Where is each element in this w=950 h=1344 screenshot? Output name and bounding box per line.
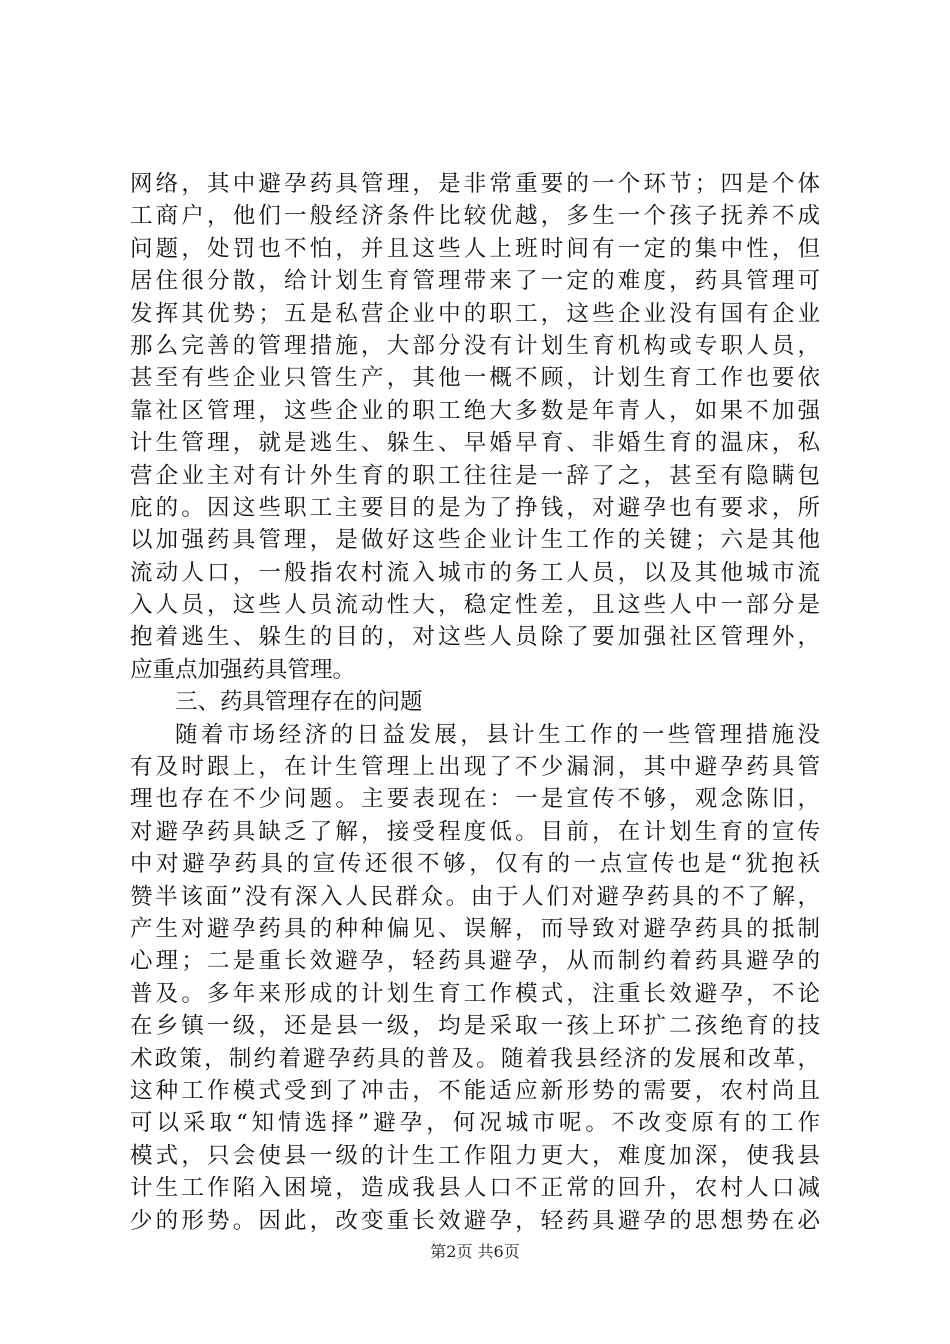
text-line: 有及时跟上，在计生管理上出现了不少漏洞，其中避孕药具管 (130, 754, 820, 781)
text-line: 居住很分散，给计划生育管理带来了一定的难度，药具管理可 (130, 268, 820, 295)
text-line: 少的形势。因此，改变重长效避孕，轻药具避孕的思想势在必 (130, 1207, 820, 1234)
text-line: 术政策，制约着避孕药具的普及。随着我县经济的发展和改革， (130, 1045, 820, 1072)
text-line: 那么完善的管理措施，大部分没有计划生育机构或专职人员， (130, 332, 820, 359)
paragraph-end-line: 应重点加强药具管理。 (130, 656, 356, 683)
text-line: 营企业主对有计外生育的职工往往是一辞了之，甚至有隐瞒包 (130, 462, 820, 489)
text-line: 产生对避孕药具的种种偏见、误解，而导致对避孕药具的抵制 (130, 915, 820, 942)
text-line: 普及。多年来形成的计划生育工作模式，注重长效避孕，不论 (130, 980, 820, 1007)
text-line: 工商户，他们一般经济条件比较优越，多生一个孩子抚养不成 (130, 203, 820, 230)
text-line: 靠社区管理，这些企业的职工绝大多数是年青人，如果不加强 (130, 397, 820, 424)
text-line: 抱着逃生、躲生的目的，对这些人员除了要加强社区管理外， (130, 624, 820, 651)
text-line: 问题，处罚也不怕，并且这些人上班时间有一定的集中性，但 (130, 235, 820, 262)
text-line: 对避孕药具缺乏了解，接受程度低。目前，在计划生育的宣传 (130, 818, 820, 845)
text-line: 入人员，这些人员流动性大，稳定性差，且这些人中一部分是 (130, 592, 820, 619)
text-line: 中对避孕药具的宣传还很不够，仅有的一点宣传也是“犹抱袄 (130, 851, 820, 878)
text-line: 甚至有些企业只管生产，其他一概不顾，计划生育工作也要依 (130, 365, 820, 392)
document-body (130, 168, 820, 1237)
text-line: 以加强药具管理，是做好这些企业计生工作的关键；六是其他 (130, 527, 820, 554)
text-line: 理也存在不少问题。主要表现在：一是宣传不够，观念陈旧， (130, 786, 820, 813)
text-line: 赞半该面”没有深入人民群众。由于人们对避孕药具的不了解， (130, 883, 820, 910)
page-number-footer: 第2页 共6页 (430, 1242, 520, 1261)
text-line: 心理；二是重长效避孕，轻药具避孕，从而制约着药具避孕的 (130, 948, 820, 975)
text-line: 计生管理，就是逃生、躲生、早婚早育、非婚生育的温床，私 (130, 430, 820, 457)
text-line: 在乡镇一级，还是县一级，均是采取一孩上环扩二孩绝育的技 (130, 1013, 820, 1040)
text-line: 模式，只会使县一级的计生工作阻力更大，难度加深，使我县 (130, 1142, 820, 1169)
text-line: 庇的。因这些职工主要目的是为了挣钱，对避孕也有要求，所 (130, 494, 820, 521)
text-line: 发挥其优势；五是私营企业中的职工，这些企业没有国有企业 (130, 300, 820, 327)
text-line: 可以采取“知情选择”避孕，何况城市呢。不改变原有的工作 (130, 1110, 820, 1137)
text-line: 网络，其中避孕药具管理，是非常重要的一个环节；四是个体 (130, 171, 820, 197)
text-line: 流动人口，一般指农村流入城市的务工人员，以及其他城市流 (130, 559, 820, 586)
text-line: 计生工作陷入困境，造成我县人口不正常的回升，农村人口减 (130, 1175, 820, 1202)
text-line: 这种工作模式受到了冲击，不能适应新形势的需要，农村尚且 (130, 1077, 820, 1104)
paragraph-start-line: 随着市场经济的日益发展，县计生工作的一些管理措施没 (175, 721, 820, 748)
section-heading: 三、药具管理存在的问题 (175, 689, 423, 716)
